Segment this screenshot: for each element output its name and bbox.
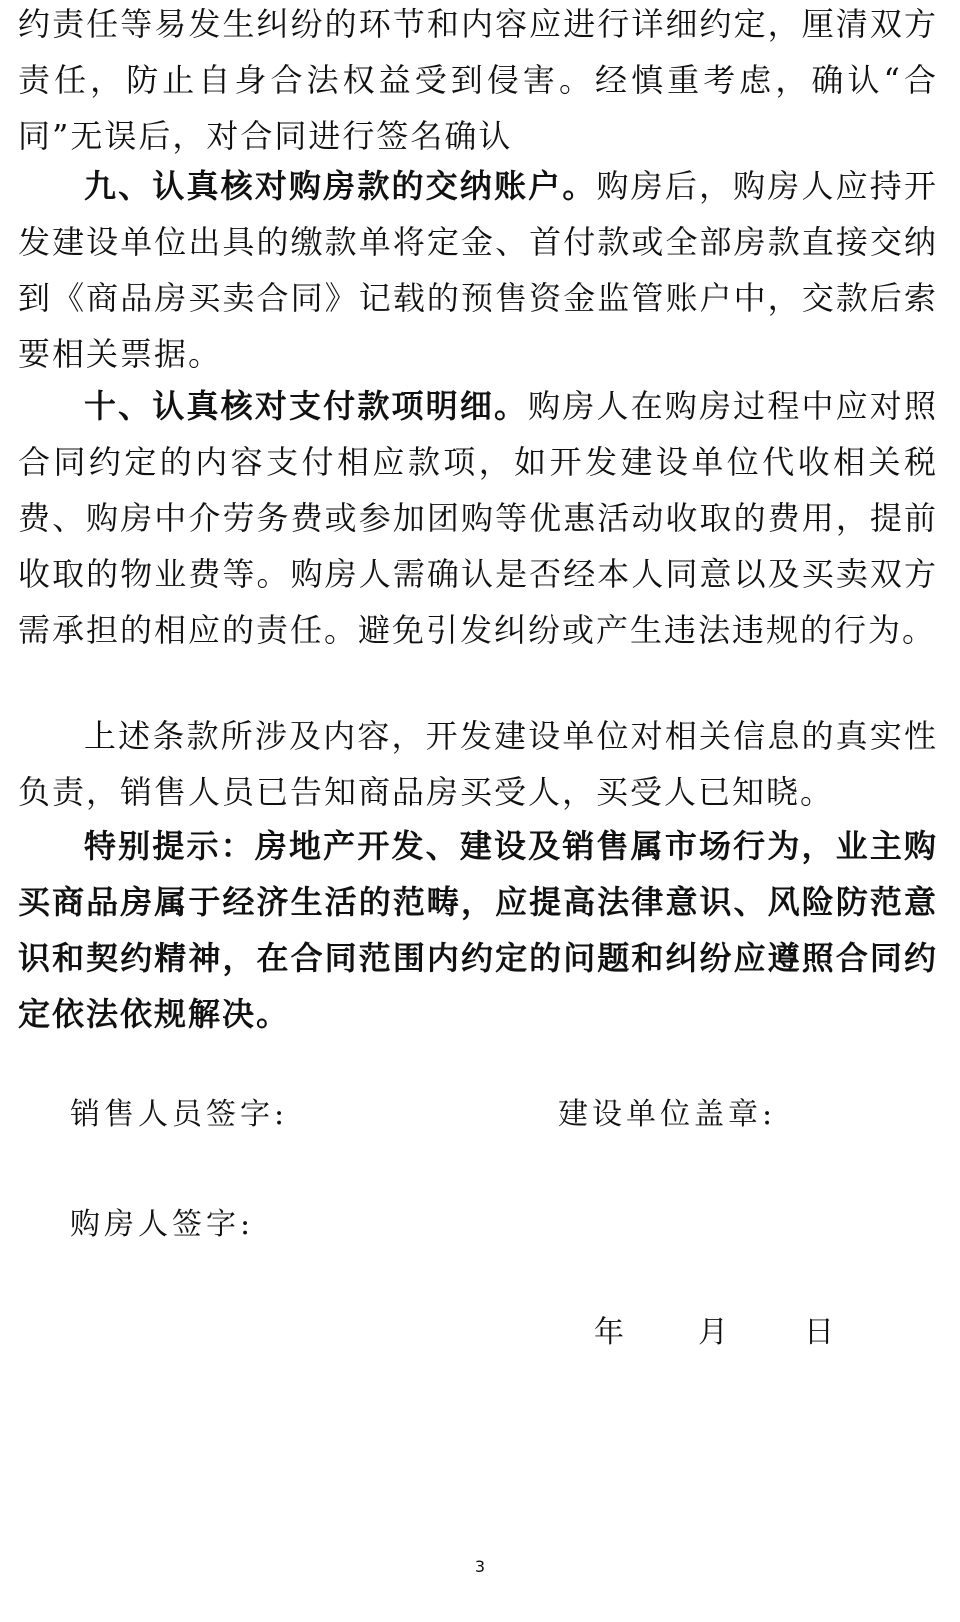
date-year-label: 年 — [594, 1315, 624, 1350]
declaration-text: 上述条款所涉及内容，开发建设单位对相关信息的真实性负责，销售人员已告知商品房买受人，买受人已知晓。 — [18, 717, 938, 811]
clause-10-heading: 十、认真核对支付款项明细。 — [84, 387, 529, 425]
date-day-label: 日 — [804, 1315, 834, 1350]
paragraph-text: 约责任等易发生纠纷的环节和内容应进行详细约定，厘清双方责任，防止自身合法权益受到侵害。经慎重考虑，确认“合同”无误后，对合同进行签名确认 — [18, 5, 938, 155]
special-notice-text: 特别提示：房地产开发、建设及销售属市场行为，业主购买商品房属于经济生活的范畴，应提高法律意识、风险防范意识和契约精神，在合同范围内约定的问题和纠纷应遵照合同约定依法依规解决。 — [18, 827, 938, 1033]
page-number: 3 — [474, 1557, 486, 1576]
paragraph-contract-confirmation — [18, 0, 938, 164]
clause-9-body: 购房后，购房人应持开发建设单位出具的缴款单将定金、首付款或全部房款直接交纳到《商品房买卖合同》记载的预售资金监管账户中，交款后索要相关票据。 — [18, 167, 938, 373]
buyer-signature-label: 购房人签字: — [70, 1207, 255, 1242]
paragraph-special-notice — [18, 818, 938, 1042]
clause-10-body: 购房人在购房过程中应对照合同约定的内容支付相应款项，如开发建设单位代收相关税费、购房中介劳务费或参加团购等优惠活动收取的费用，提前收取的物业费等。购房人需确认是否经本人同意以及买卖双方需承担的相应的责任。避免引发纠纷或产生违法违规的行为。 — [18, 387, 938, 649]
date-month-label: 月 — [698, 1315, 728, 1350]
paragraph-clause-10 — [18, 378, 938, 658]
paragraph-clause-9 — [18, 158, 938, 382]
developer-seal-label: 建设单位盖章: — [558, 1097, 777, 1132]
clause-9-heading: 九、认真核对购房款的交纳账户。 — [84, 167, 597, 205]
paragraph-declaration — [18, 708, 938, 820]
sales-staff-signature-label: 销售人员签字: — [70, 1097, 289, 1132]
